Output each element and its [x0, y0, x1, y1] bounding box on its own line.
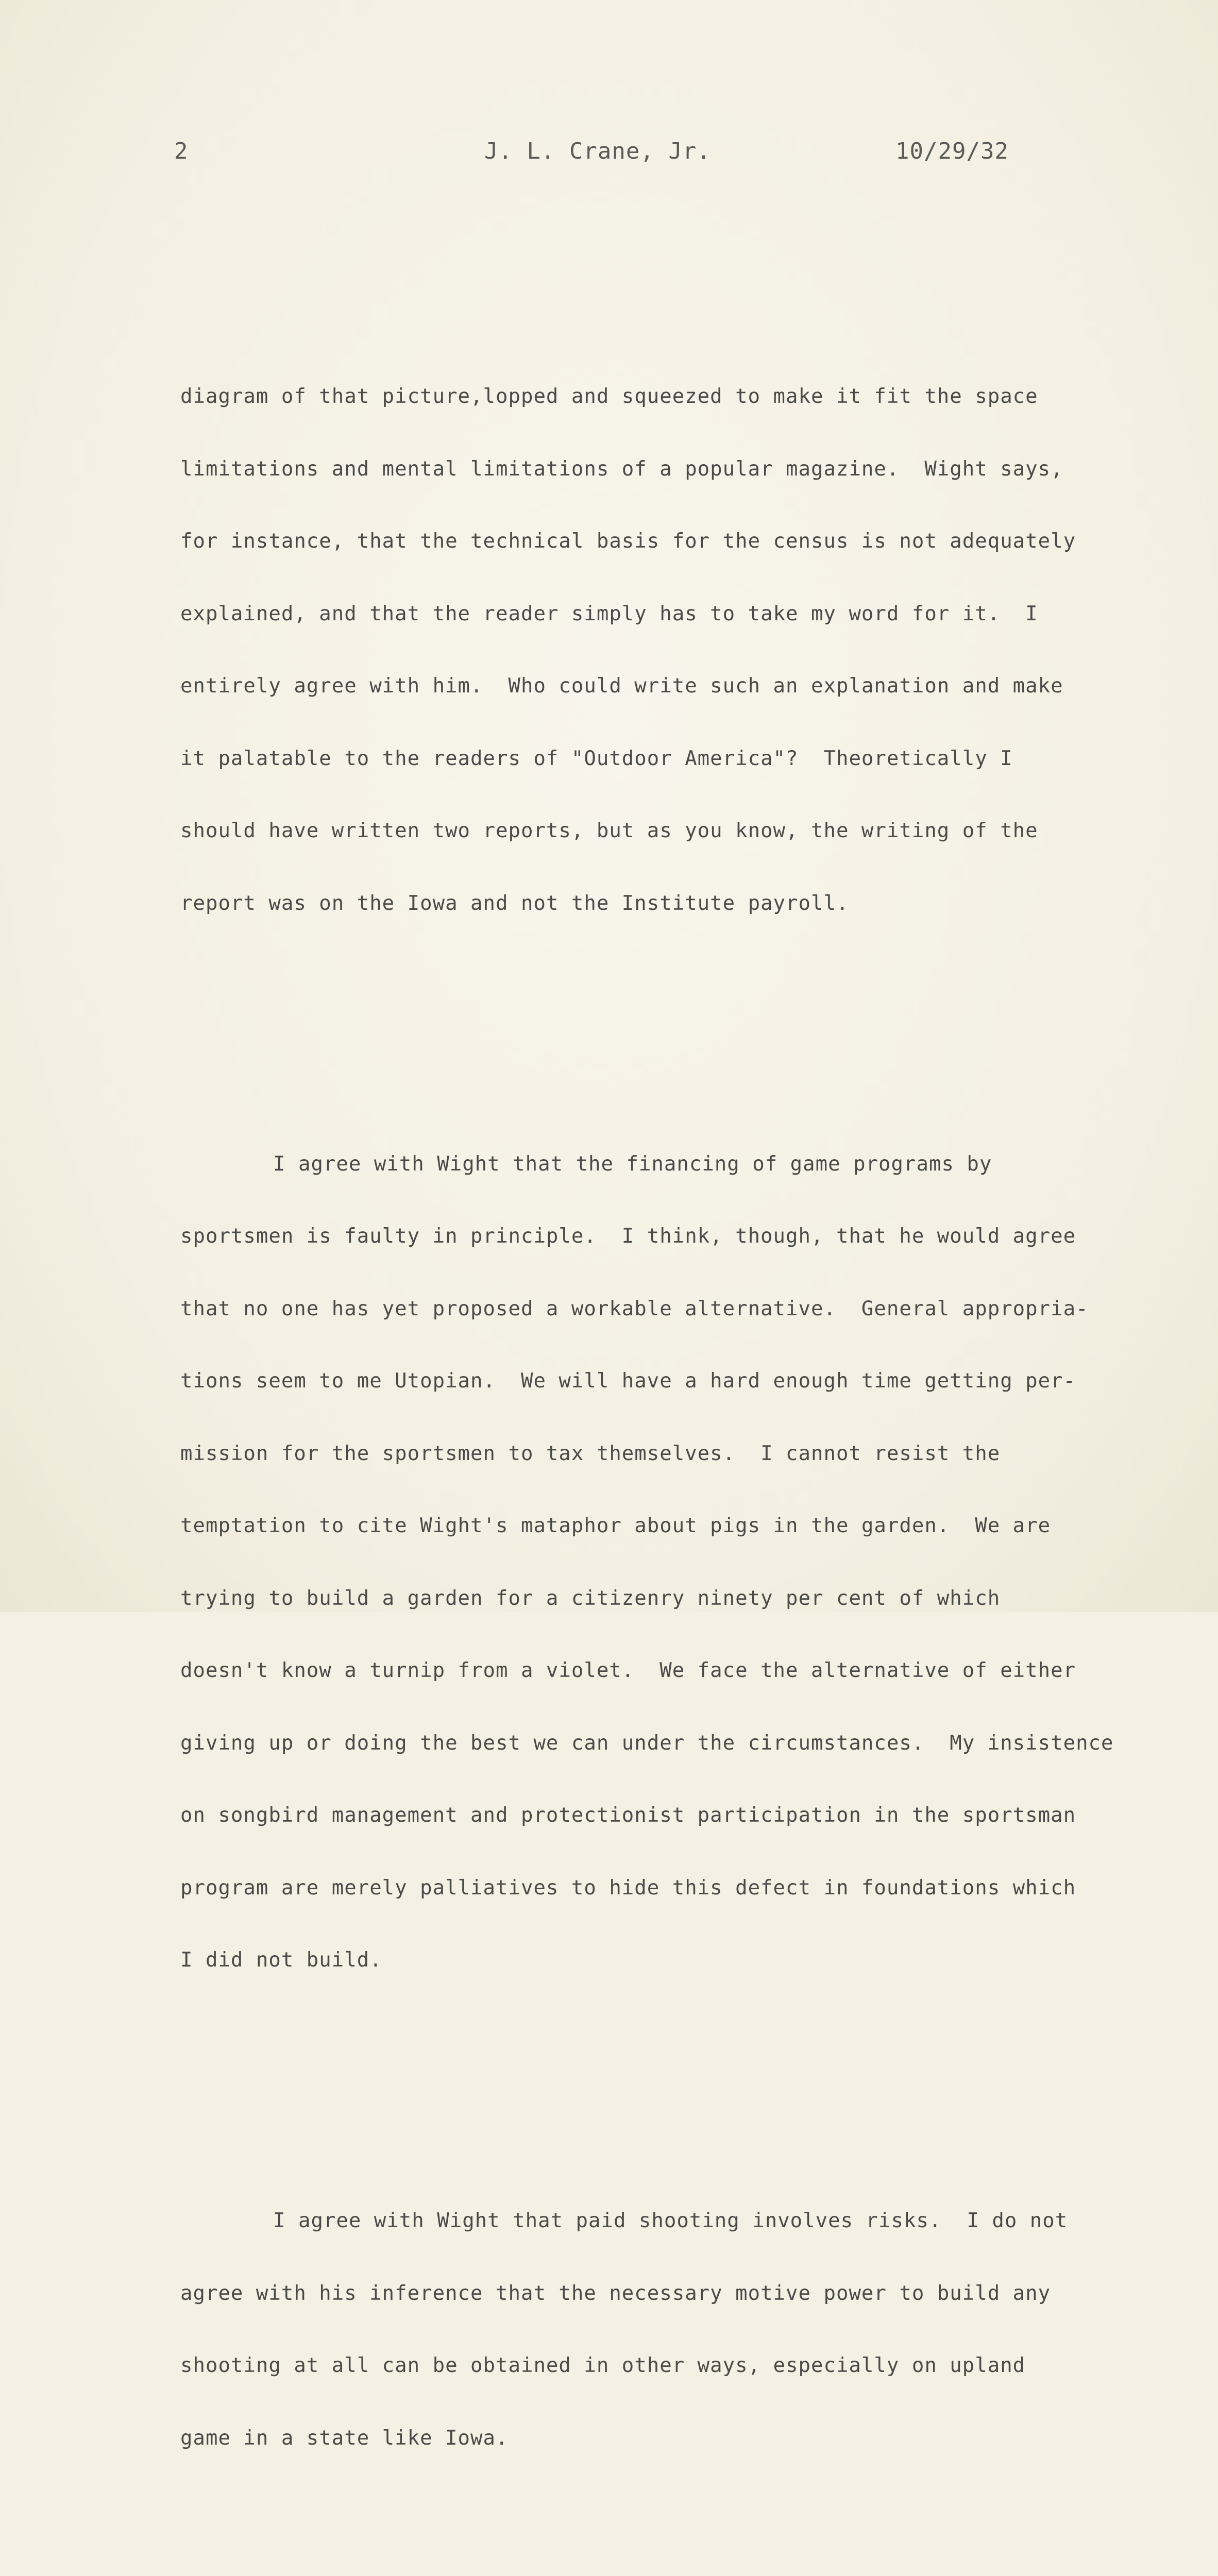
text-line: mission for the sportsmen to tax themselves. I cannot resist the — [180, 1442, 1001, 1465]
paragraph-2 — [180, 1105, 1159, 2020]
header-date: 10/29/32 — [895, 138, 1009, 164]
text-line: that no one has yet proposed a workable alternative. General appropria- — [180, 1297, 1089, 1320]
text-line: entirely agree with him. Who could write such an explanation and make — [180, 674, 1063, 698]
page-number: 2 — [174, 138, 189, 164]
text-line: I did not build. — [180, 1948, 382, 1972]
text-line: shooting at all can be obtained in other ways, especially on upland — [180, 2354, 1026, 2377]
text-line: I agree with Wight that paid shooting involves risks. I do not — [273, 2209, 1068, 2232]
text-line: doesn't know a turnip from a violet. We face the alternative of either — [180, 1659, 1076, 1682]
text-line: for instance, that the technical basis for the census is not adequately — [180, 530, 1076, 553]
text-line: I agree with Wight that the financing of game programs by — [273, 1152, 992, 1176]
text-line: tions seem to me Utopian. We will have a hard enough time getting per- — [180, 1369, 1076, 1393]
text-line: program are merely palliatives to hide this defect in foundations which — [180, 1876, 1076, 1900]
text-line: limitations and mental limitations of a popular magazine. Wight says, — [180, 457, 1063, 481]
text-line: sportsmen is faulty in principle. I think, though, that he would agree — [180, 1225, 1076, 1248]
text-line: report was on the Iowa and not the Institute payroll. — [180, 891, 849, 915]
text-line: on songbird management and protectionist participation in the sportsman — [180, 1804, 1076, 1827]
paragraph-1 — [180, 337, 1159, 963]
paragraph-3 — [180, 2162, 1159, 2498]
text-line: explained, and that the reader simply has to take my word for it. I — [180, 602, 1038, 625]
text-line: giving up or doing the best we can under the circumstances. My insistence — [180, 1731, 1114, 1755]
text-line: game in a state like Iowa. — [180, 2426, 509, 2450]
text-line: should have written two reports, but as you know, the writing of the — [180, 819, 1038, 842]
text-line: temptation to cite Wight's mataphor about pigs in the garden. We are — [180, 1514, 1051, 1537]
text-line: it palatable to the readers of "Outdoor America"? Theoretically I — [180, 747, 1013, 770]
letter-body — [180, 268, 1159, 2576]
text-line: trying to build a garden for a citizenry ninety per cent of which — [180, 1586, 1001, 1610]
text-line: diagram of that picture,lopped and squeezed to make it fit the space — [180, 385, 1038, 408]
header-name: J. L. Crane, Jr. — [484, 138, 711, 164]
text-line: agree with his inference that the necessary motive power to build any — [180, 2281, 1051, 2305]
